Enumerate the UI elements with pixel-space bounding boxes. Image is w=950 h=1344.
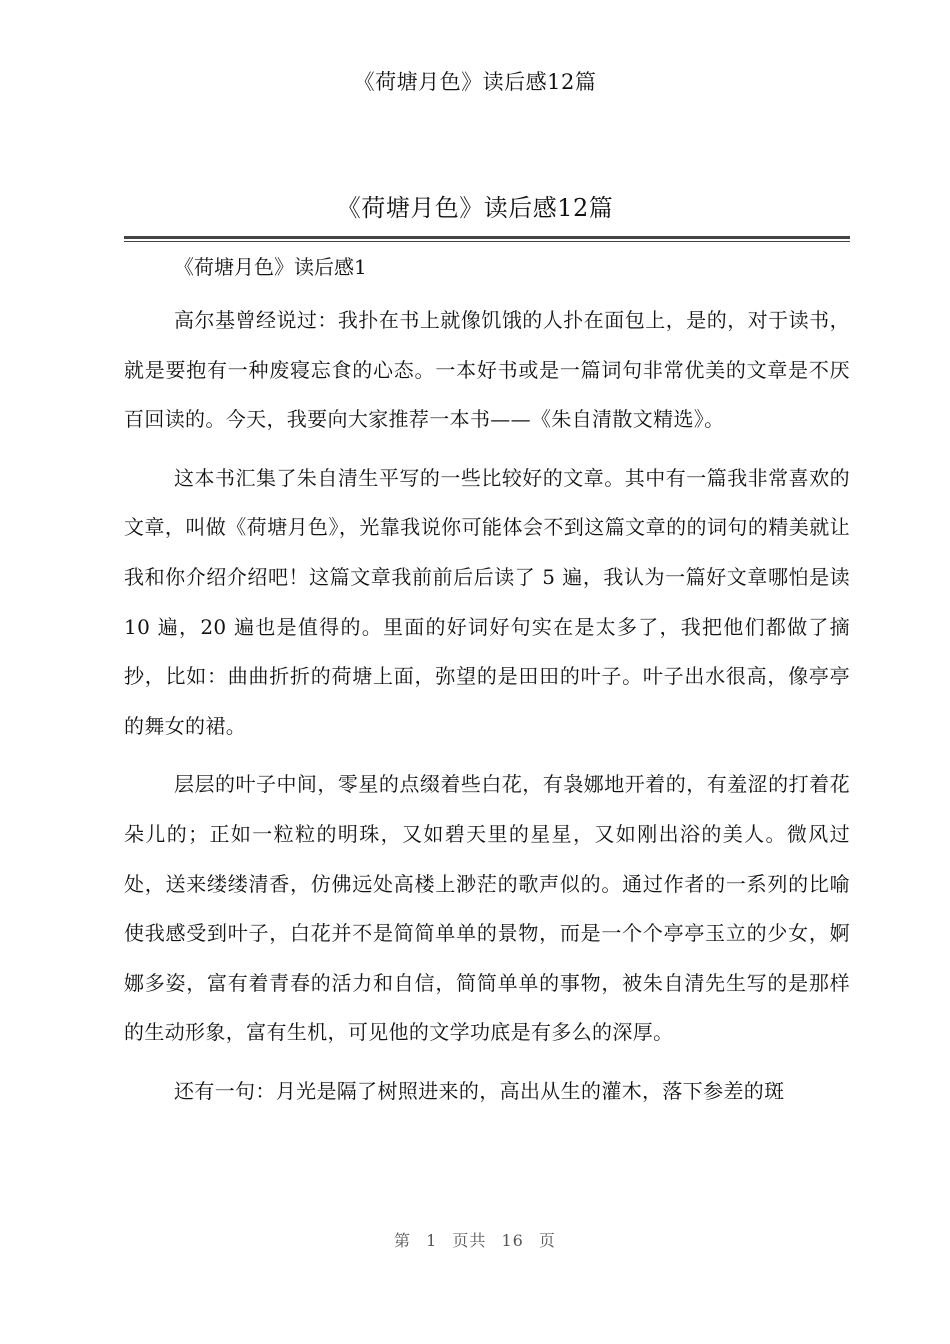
title-divider-thick xyxy=(124,236,850,239)
page-footer: 第 1 页共 16 页 xyxy=(394,1231,556,1250)
section-heading: 《荷塘月色》读后感1 xyxy=(174,255,367,279)
document-body xyxy=(124,247,850,1117)
body-paragraph: 这本书汇集了朱自清生平写的一些比较好的文章。其中有一篇我非常喜欢的文章，叫做《荷塘月色》，光靠我说你可能体会不到这篇文章的的词句的精美就让我和你介绍介绍吧！这篇文章我前前后后读了 5 遍，我认为一篇好文章哪怕是读 10 遍，20 遍也是值得的。里面的好词好句实在是太多了，我把他们都做了摘抄，比如：曲曲折折的荷塘上面，弥望的是田田的叶子。叶子出水很高，像亭亭的舞女的裙。 xyxy=(124,465,850,738)
page-header: 《荷塘月色》读后感12篇 xyxy=(353,70,597,94)
document-title: 《荷塘月色》读后感12篇 xyxy=(336,194,614,222)
title-divider-thin xyxy=(124,241,850,242)
body-paragraph: 还有一句：月光是隔了树照进来的，高出从生的灌木，落下参差的斑 xyxy=(174,1078,785,1103)
body-paragraph: 高尔基曾经说过：我扑在书上就像饥饿的人扑在面包上，是的，对于读书，就是要抱有一种废寝忘食的心态。一本好书或是一篇词句非常优美的文章是不厌百回读的。今天，我要向大家推荐一本书——《朱自清散文精选》。 xyxy=(124,308,850,432)
body-paragraph: 层层的叶子中间，零星的点缀着些白花，有袅娜地开着的，有羞涩的打着花朵儿的；正如一粒粒的明珠，又如碧天里的星星，又如刚出浴的美人。微风过处，送来缕缕清香，仿佛远处高楼上渺茫的歌声似的。通过作者的一系列的比喻使我感受到叶子，白花并不是简简单单的景物，而是一个个亭亭玉立的少女，婀娜多姿，富有着青春的活力和自信，简简单单的事物，被朱自清先生写的是那样的生动形象，富有生机，可见他的文学功底是有多么的深厚。 xyxy=(124,772,850,1045)
